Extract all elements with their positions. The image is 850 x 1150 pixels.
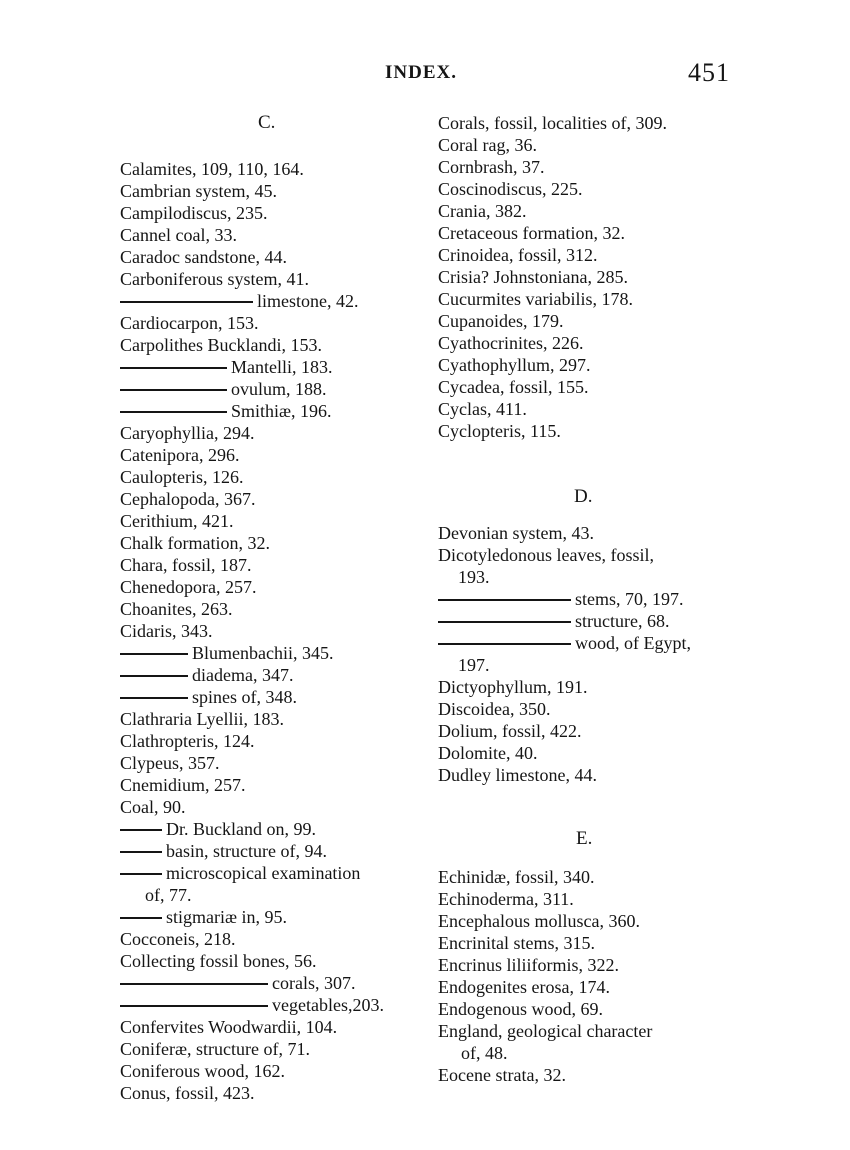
entry-text: Dolomite, 40. bbox=[438, 743, 538, 763]
entry-text: Cambrian system, 45. bbox=[120, 181, 277, 201]
entry-text: 197. bbox=[458, 655, 490, 675]
index-subentry bbox=[438, 610, 669, 632]
index-entry bbox=[120, 158, 304, 180]
index-entry bbox=[438, 156, 545, 178]
entry-text: Mantelli, 183. bbox=[231, 357, 333, 377]
index-entry bbox=[438, 1020, 652, 1042]
index-entry bbox=[120, 224, 237, 246]
index-entry bbox=[120, 202, 268, 224]
entry-text: Cyathocrinites, 226. bbox=[438, 333, 584, 353]
index-entry bbox=[438, 698, 550, 720]
index-entry bbox=[438, 332, 583, 354]
entry-text: Crisia? Johnstoniana, 285. bbox=[438, 267, 628, 287]
entry-text: Eocene strata, 32. bbox=[438, 1065, 566, 1085]
entry-text: Cyathophyllum, 297. bbox=[438, 355, 591, 375]
index-entry bbox=[120, 510, 234, 532]
entry-text: Blumenbachii, 345. bbox=[192, 643, 334, 663]
entry-text: Cretaceous formation, 32. bbox=[438, 223, 625, 243]
index-subentry bbox=[120, 906, 287, 928]
index-entry bbox=[438, 764, 597, 786]
entry-text: Cyclas, 411. bbox=[438, 399, 527, 419]
entry-text: vegetables,203. bbox=[272, 995, 384, 1015]
ditto-dash bbox=[120, 917, 162, 919]
index-entry bbox=[438, 398, 527, 420]
entry-text: of, 77. bbox=[145, 885, 192, 905]
index-subentry bbox=[438, 588, 684, 610]
entry-text: Echinidæ, fossil, 340. bbox=[438, 867, 595, 887]
ditto-dash bbox=[120, 829, 162, 831]
entry-text: structure, 68. bbox=[575, 611, 670, 631]
entry-text: 193. bbox=[458, 567, 490, 587]
index-subentry bbox=[120, 378, 327, 400]
entry-text: Chenedopora, 257. bbox=[120, 577, 257, 597]
section-letter-heading bbox=[574, 486, 592, 508]
ditto-dash bbox=[438, 643, 571, 645]
index-entry bbox=[120, 422, 254, 444]
ditto-dash bbox=[120, 389, 227, 391]
index-entry bbox=[438, 720, 582, 742]
entry-text: England, geological character bbox=[438, 1021, 653, 1041]
ditto-dash bbox=[438, 599, 571, 601]
entry-text: spines of, 348. bbox=[192, 687, 297, 707]
index-entry bbox=[438, 676, 588, 698]
index-entry bbox=[120, 730, 254, 752]
index-entry bbox=[120, 774, 246, 796]
entry-text: Cyclopteris, 115. bbox=[438, 421, 561, 441]
index-entry bbox=[438, 244, 598, 266]
ditto-dash bbox=[120, 697, 188, 699]
index-entry bbox=[438, 134, 537, 156]
entry-text: microscopical examination bbox=[166, 863, 361, 883]
entry-text: Cannel coal, 33. bbox=[120, 225, 237, 245]
index-entry bbox=[120, 928, 235, 950]
index-entry bbox=[438, 910, 640, 932]
ditto-dash bbox=[120, 873, 162, 875]
index-entry bbox=[438, 112, 667, 134]
index-subentry bbox=[438, 632, 691, 654]
entry-text: Cidaris, 343. bbox=[120, 621, 213, 641]
index-subentry bbox=[120, 400, 332, 422]
index-entry bbox=[120, 554, 251, 576]
index-entry-continuation bbox=[458, 654, 490, 676]
entry-text: Cupanoides, 179. bbox=[438, 311, 564, 331]
index-entry-continuation bbox=[145, 884, 192, 906]
entry-text: Dicotyledonous leaves, fossil, bbox=[438, 545, 654, 565]
index-entry bbox=[438, 1064, 566, 1086]
index-entry bbox=[120, 1082, 255, 1104]
entry-text: wood, of Egypt, bbox=[575, 633, 691, 653]
entry-text: Devonian system, 43. bbox=[438, 523, 594, 543]
ditto-dash bbox=[120, 301, 253, 303]
entry-text: Cephalopoda, 367. bbox=[120, 489, 256, 509]
entry-text: Crania, 382. bbox=[438, 201, 527, 221]
index-entry bbox=[438, 998, 603, 1020]
index-subentry bbox=[120, 994, 384, 1016]
entry-text: of, 48. bbox=[461, 1043, 508, 1063]
entry-text: Encrinus liliiformis, 322. bbox=[438, 955, 619, 975]
entry-text: Encephalous mollusca, 360. bbox=[438, 911, 640, 931]
index-entry bbox=[438, 954, 619, 976]
entry-text: Clathropteris, 124. bbox=[120, 731, 255, 751]
entry-text: E. bbox=[576, 828, 593, 849]
index-entry bbox=[120, 708, 284, 730]
entry-text: Confervites Woodwardii, 104. bbox=[120, 1017, 338, 1037]
ditto-dash bbox=[438, 621, 571, 623]
index-subentry bbox=[120, 290, 359, 312]
index-entry bbox=[438, 376, 588, 398]
entry-text: Discoidea, 350. bbox=[438, 699, 551, 719]
page-number: 451 bbox=[688, 58, 730, 87]
index-subentry bbox=[120, 972, 355, 994]
index-entry bbox=[438, 222, 625, 244]
entry-text: Catenipora, 296. bbox=[120, 445, 240, 465]
entry-text: Echinoderma, 311. bbox=[438, 889, 574, 909]
index-entry bbox=[438, 866, 595, 888]
index-entry bbox=[120, 246, 287, 268]
ditto-dash bbox=[120, 675, 188, 677]
entry-text: Dictyophyllum, 191. bbox=[438, 677, 588, 697]
entry-text: Cycadea, fossil, 155. bbox=[438, 377, 589, 397]
index-entry bbox=[120, 576, 256, 598]
entry-text: D. bbox=[574, 486, 593, 507]
entry-text: stigmariæ in, 95. bbox=[166, 907, 287, 927]
entry-text: Cardiocarpon, 153. bbox=[120, 313, 259, 333]
index-entry bbox=[438, 932, 595, 954]
index-entry bbox=[120, 752, 220, 774]
index-entry bbox=[120, 312, 258, 334]
section-letter-heading bbox=[258, 112, 275, 134]
index-entry bbox=[120, 1038, 310, 1060]
index-entry bbox=[120, 950, 317, 972]
entry-text: Coniferous wood, 162. bbox=[120, 1061, 285, 1081]
index-entry bbox=[120, 532, 270, 554]
index-entry bbox=[438, 976, 610, 998]
entry-text: basin, structure of, 94. bbox=[166, 841, 327, 861]
ditto-dash bbox=[120, 1005, 268, 1007]
index-entry bbox=[438, 522, 594, 544]
entry-text: stems, 70, 197. bbox=[575, 589, 684, 609]
index-entry bbox=[438, 288, 633, 310]
entry-text: Cucurmites variabilis, 178. bbox=[438, 289, 633, 309]
entry-text: Conus, fossil, 423. bbox=[120, 1083, 255, 1103]
entry-text: Campilodiscus, 235. bbox=[120, 203, 268, 223]
entry-text: limestone, 42. bbox=[257, 291, 359, 311]
entry-text: corals, 307. bbox=[272, 973, 356, 993]
ditto-dash bbox=[120, 653, 188, 655]
index-subentry bbox=[120, 664, 293, 686]
index-subentry bbox=[120, 818, 316, 840]
index-entry bbox=[120, 268, 309, 290]
entry-text: Cerithium, 421. bbox=[120, 511, 234, 531]
entry-text: Endogenous wood, 69. bbox=[438, 999, 603, 1019]
index-subentry bbox=[120, 642, 333, 664]
entry-text: Crinoidea, fossil, 312. bbox=[438, 245, 598, 265]
entry-text: Encrinital stems, 315. bbox=[438, 933, 595, 953]
entry-text: ovulum, 188. bbox=[231, 379, 327, 399]
index-entry bbox=[120, 444, 239, 466]
entry-text: Coniferæ, structure of, 71. bbox=[120, 1039, 310, 1059]
index-entry bbox=[438, 742, 538, 764]
entry-text: Carpolithes Bucklandi, 153. bbox=[120, 335, 322, 355]
entry-text: Dolium, fossil, 422. bbox=[438, 721, 582, 741]
index-entry bbox=[438, 544, 654, 566]
running-head: INDEX. bbox=[385, 62, 457, 83]
index-subentry bbox=[120, 356, 333, 378]
entry-text: Caulopteris, 126. bbox=[120, 467, 244, 487]
entry-text: Cornbrash, 37. bbox=[438, 157, 545, 177]
entry-text: Collecting fossil bones, 56. bbox=[120, 951, 317, 971]
entry-text: Coal, 90. bbox=[120, 797, 186, 817]
entry-text: Carboniferous system, 41. bbox=[120, 269, 309, 289]
entry-text: Calamites, 109, 110, 164. bbox=[120, 159, 304, 179]
entry-text: Coscinodiscus, 225. bbox=[438, 179, 583, 199]
index-entry bbox=[438, 354, 591, 376]
ditto-dash bbox=[120, 367, 227, 369]
entry-text: Caradoc sandstone, 44. bbox=[120, 247, 287, 267]
entry-text: Clathraria Lyellii, 183. bbox=[120, 709, 284, 729]
entry-text: Dr. Buckland on, 99. bbox=[166, 819, 316, 839]
ditto-dash bbox=[120, 983, 268, 985]
entry-text: Cnemidium, 257. bbox=[120, 775, 246, 795]
entry-text: Clypeus, 357. bbox=[120, 753, 220, 773]
index-subentry bbox=[120, 862, 360, 884]
index-entry bbox=[120, 466, 244, 488]
index-entry bbox=[120, 334, 322, 356]
index-entry bbox=[120, 488, 255, 510]
index-entry bbox=[438, 200, 526, 222]
entry-text: Dudley limestone, 44. bbox=[438, 765, 597, 785]
index-entry bbox=[120, 796, 186, 818]
index-entry bbox=[438, 266, 628, 288]
ditto-dash bbox=[120, 411, 227, 413]
entry-text: Chara, fossil, 187. bbox=[120, 555, 252, 575]
index-entry bbox=[120, 180, 277, 202]
entry-text: diadema, 347. bbox=[192, 665, 294, 685]
index-subentry bbox=[120, 840, 327, 862]
entry-text: Corals, fossil, localities of, 309. bbox=[438, 113, 667, 133]
entry-text: Endogenites erosa, 174. bbox=[438, 977, 610, 997]
entry-text: Smithiæ, 196. bbox=[231, 401, 332, 421]
index-entry bbox=[120, 598, 233, 620]
entry-text: Coral rag, 36. bbox=[438, 135, 537, 155]
index-entry bbox=[438, 420, 561, 442]
index-entry bbox=[120, 1016, 337, 1038]
entry-text: Caryophyllia, 294. bbox=[120, 423, 255, 443]
ditto-dash bbox=[120, 851, 162, 853]
entry-text: Cocconeis, 218. bbox=[120, 929, 236, 949]
entry-text: C. bbox=[258, 112, 276, 133]
section-letter-heading bbox=[576, 828, 592, 850]
index-entry bbox=[120, 1060, 285, 1082]
index-entry bbox=[120, 620, 213, 642]
index-entry bbox=[438, 310, 564, 332]
entry-text: Choanites, 263. bbox=[120, 599, 233, 619]
index-subentry bbox=[120, 686, 297, 708]
entry-text: Chalk formation, 32. bbox=[120, 533, 270, 553]
index-entry bbox=[438, 178, 583, 200]
index-entry bbox=[438, 888, 574, 910]
index-entry-continuation bbox=[461, 1042, 508, 1064]
index-entry-continuation bbox=[458, 566, 490, 588]
